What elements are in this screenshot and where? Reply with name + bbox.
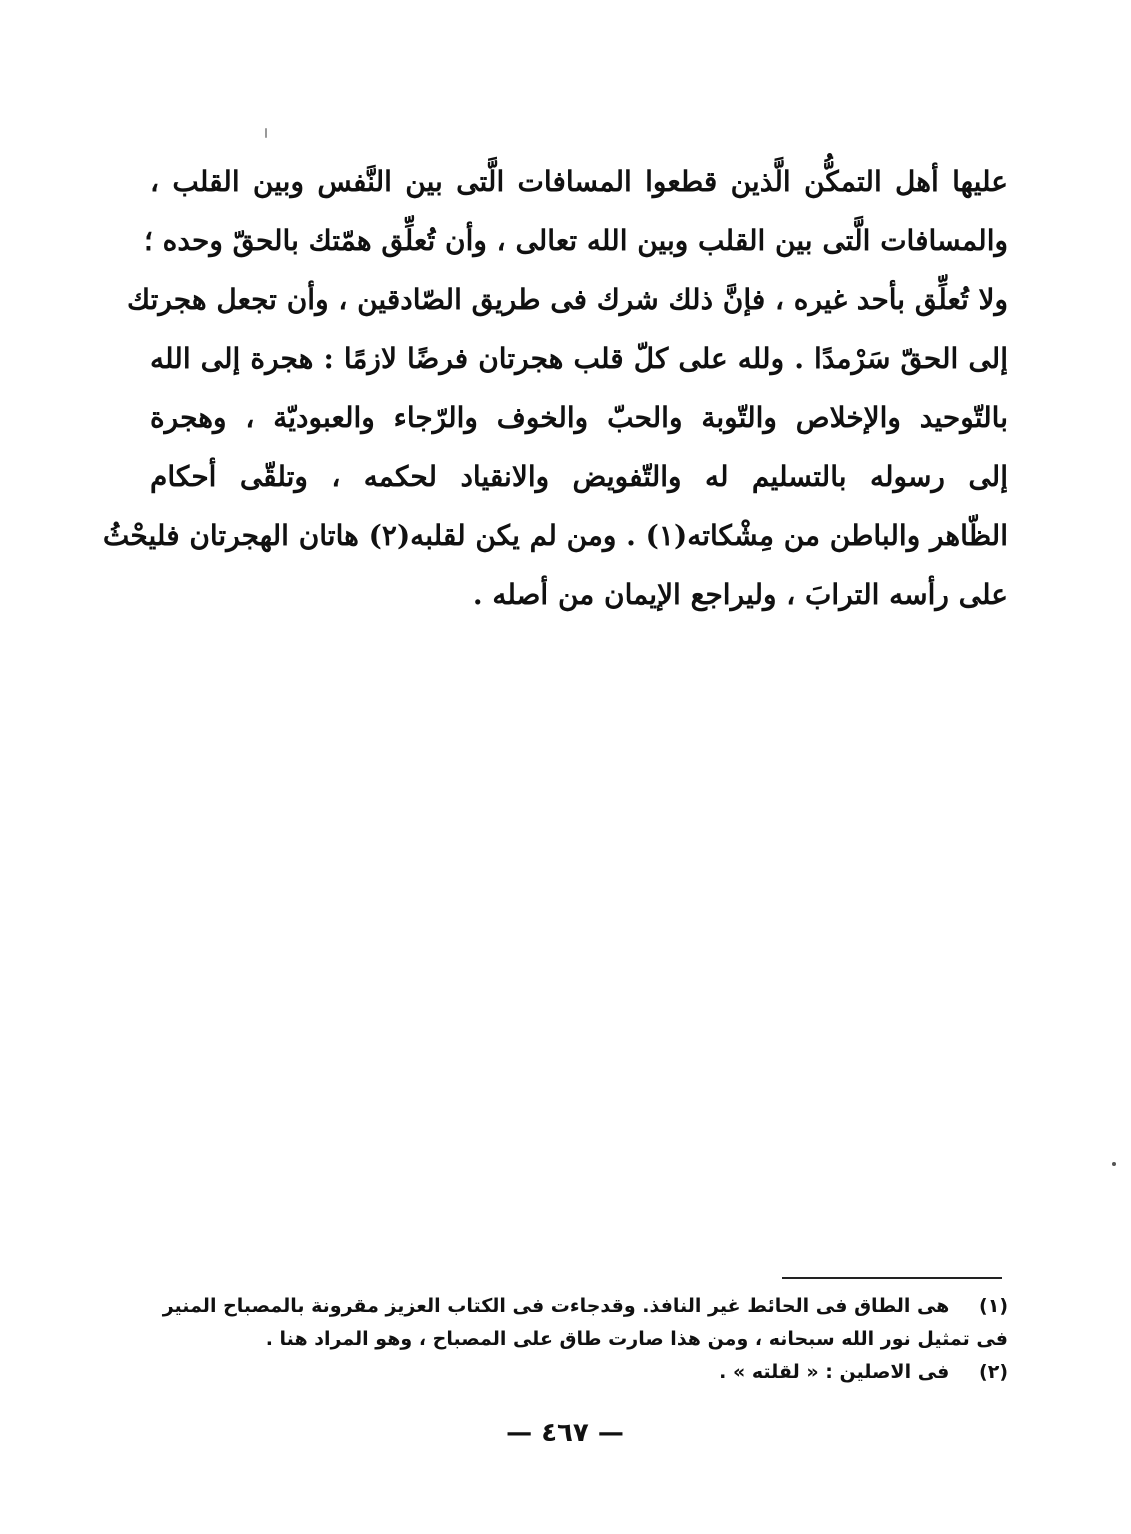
body-line: الظّاهر والباطن من مِشْكاته(١) . ومن لم يكن لقلبه(٢) هاتان الهجرتان فليحْثُ [102,519,1008,552]
main-paragraph [102,152,1008,624]
footnotes [150,1290,1008,1389]
body-line: على رأسه الترابَ ، وليراجع الإيمان من أصله . [472,578,1008,611]
footnote-2-text: فى الاصلين : « لقلته » . [719,1361,950,1383]
footnote-2-number: (٢) [979,1361,1008,1383]
footnote-1-line-1 [150,1290,1008,1323]
footnote-1-text: هى الطاق فى الحائط غير النافذ. وقدجاءت فى الكتاب العزيز مقرونة بالمصباح المنير [162,1295,950,1317]
body-line: والمسافات الَّتى بين القلب وبين الله تعالى ، وأن تُعلِّق همّتك بالحقّ وحده ؛ [144,224,1008,257]
footnote-2 [150,1356,1008,1389]
body-line: ولا تُعلِّق بأحد غيره ، فإنَّ ذلك شرك فى طريق الصّادقين ، وأن تجعل هجرتك [126,283,1008,316]
body-line: بالتّوحيد والإخلاص والتّوبة والحبّ والخوف والرّجاء والعبوديّة ، وهجرة [150,401,1008,434]
body-line: عليها أهل التمكُّن الَّذين قطعوا المسافات الَّتى بين النَّفس وبين القلب ، [150,165,1008,198]
scan-speck [1112,1162,1116,1166]
footnote-separator [782,1277,1002,1279]
body-line: إلى رسوله بالتسليم له والتّفويض والانقياد لحكمه ، وتلقّى أحكام [150,460,1008,493]
scan-speck [265,128,267,138]
footnote-1-number: (١) [979,1295,1008,1317]
page-number: — ٤٦٧ — [506,1418,624,1448]
footnote-1-line-2: فى تمثيل نور الله سبحانه ، ومن هذا صارت طاق على المصباح ، وهو المراد هنا . [265,1328,1008,1350]
body-line: إلى الحقّ سَرْمدًا . ولله على كلّ قلب هجرتان فرضًا لازمًا : هجرة إلى الله [150,342,1008,375]
